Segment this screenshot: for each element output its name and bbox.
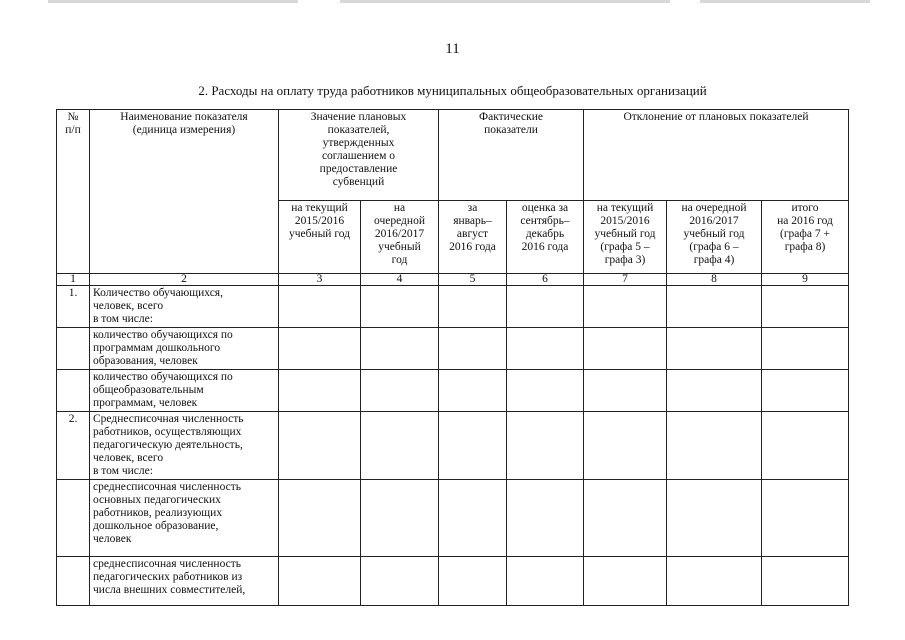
row-label: среднесписочная численность педагогических работников из числа внешних совместителей, [90, 557, 279, 606]
value-cell [439, 480, 507, 557]
table-row [57, 480, 849, 557]
column-number: 4 [361, 274, 439, 286]
column-number: 8 [667, 274, 762, 286]
value-cell [507, 480, 584, 557]
table-row [57, 370, 849, 412]
value-cell [279, 286, 361, 328]
value-cell [584, 370, 667, 412]
row-number: 1. [57, 286, 90, 328]
value-cell [584, 557, 667, 606]
scan-edge-center [340, 0, 670, 3]
value-cell [584, 480, 667, 557]
column-number: 6 [507, 274, 584, 286]
header-cell-deviation: Отклонение от плановых показателей [584, 110, 849, 201]
value-cell [762, 286, 849, 328]
header-row-top [57, 110, 849, 201]
column-number: 1 [57, 274, 90, 286]
header-sub-cell: итого на 2016 год (графа 7 + графа 8) [762, 201, 849, 274]
page-number: 11 [445, 41, 460, 57]
value-cell [507, 370, 584, 412]
column-number: 9 [762, 274, 849, 286]
row-number: 2. [57, 412, 90, 480]
scan-edge-right [700, 0, 870, 3]
value-cell [762, 328, 849, 370]
value-cell [762, 412, 849, 480]
value-cell [584, 328, 667, 370]
row-label: среднесписочная численность основных педагогических работников, реализующих дошкольное образование, человек [90, 480, 279, 557]
row-label: количество обучающихся по общеобразовательным программам, человек [90, 370, 279, 412]
value-cell [667, 480, 762, 557]
row-number [57, 328, 90, 370]
value-cell [279, 412, 361, 480]
value-cell [361, 328, 439, 370]
row-label: количество обучающихся по программам дошкольного образования, человек [90, 328, 279, 370]
value-cell [361, 412, 439, 480]
value-cell [667, 557, 762, 606]
document-title: 2. Расходы на оплату труда работников муниципальных общеобразовательных организаций [198, 83, 707, 98]
table-row [57, 557, 849, 606]
value-cell [361, 557, 439, 606]
value-cell [762, 557, 849, 606]
value-cell [584, 412, 667, 480]
header-sub-cell: на очередной 2016/2017 учебный год [361, 201, 439, 274]
table-row [57, 328, 849, 370]
value-cell [279, 328, 361, 370]
column-number-row [57, 274, 849, 286]
header-cell-num: № п/п [57, 110, 90, 274]
header-cell-name: Наименование показателя (единица измерения) [90, 110, 279, 274]
column-number: 3 [279, 274, 361, 286]
header-cell-actual: Фактические показатели [439, 110, 584, 201]
value-cell [439, 286, 507, 328]
value-cell [439, 412, 507, 480]
value-cell [439, 557, 507, 606]
table-row [57, 412, 849, 480]
header-sub-cell: оценка за сентябрь– декабрь 2016 года [507, 201, 584, 274]
value-cell [507, 328, 584, 370]
header-sub-cell: на очередной 2016/2017 учебный год (графа 6 – графа 4) [667, 201, 762, 274]
value-cell [279, 557, 361, 606]
header-sub-cell: на текущий 2015/2016 учебный год (графа 5 – графа 3) [584, 201, 667, 274]
column-number: 5 [439, 274, 507, 286]
value-cell [667, 286, 762, 328]
value-cell [279, 370, 361, 412]
column-number: 7 [584, 274, 667, 286]
value-cell [762, 370, 849, 412]
value-cell [439, 370, 507, 412]
value-cell [361, 370, 439, 412]
row-label: Среднесписочная численность работников, осуществляющих педагогическую деятельность, человек, всего в том числе: [90, 412, 279, 480]
header-sub-cell: на текущий 2015/2016 учебный год [279, 201, 361, 274]
value-cell [667, 328, 762, 370]
scan-edge-left [48, 0, 298, 3]
table-row [57, 286, 849, 328]
row-number [57, 370, 90, 412]
column-number: 2 [90, 274, 279, 286]
value-cell [507, 557, 584, 606]
row-label: Количество обучающихся, человек, всего в том числе: [90, 286, 279, 328]
value-cell [439, 328, 507, 370]
value-cell [361, 286, 439, 328]
value-cell [361, 480, 439, 557]
row-number [57, 557, 90, 606]
header-sub-cell: за январь– август 2016 года [439, 201, 507, 274]
header-cell-planned: Значение плановых показателей, утвержденных соглашением о предоставление субвенций [279, 110, 439, 201]
value-cell [762, 480, 849, 557]
value-cell [667, 370, 762, 412]
value-cell [584, 286, 667, 328]
value-cell [667, 412, 762, 480]
value-cell [507, 412, 584, 480]
expenses-table [56, 109, 849, 606]
value-cell [507, 286, 584, 328]
value-cell [279, 480, 361, 557]
row-number [57, 480, 90, 557]
